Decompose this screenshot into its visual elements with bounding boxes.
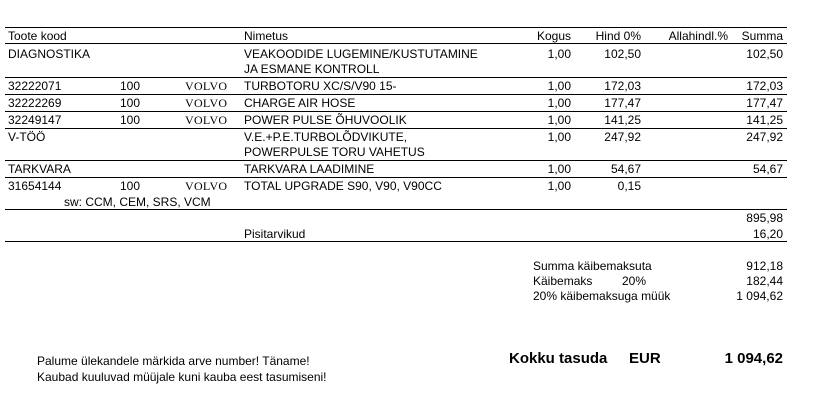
payment-label: Kokku tasuda [509, 350, 608, 367]
row-rule [5, 209, 787, 210]
row-name: V.E.+P.E.TURBOLÕDVIKUTE, [244, 130, 408, 144]
row-code: V-TÖÖ [8, 130, 46, 144]
row-brand: VOLVO [185, 113, 228, 127]
row-code: 32249147 [8, 113, 62, 127]
vat-value: 182,44 [746, 274, 783, 288]
header-name: Nimetus [244, 29, 289, 43]
header-sum: Summa [741, 29, 783, 43]
vat-label: Käibemaks [533, 274, 593, 288]
row-qty: 1,00 [547, 179, 571, 193]
consumables-value: 16,20 [752, 227, 783, 241]
payment-amount: 1 094,62 [724, 350, 783, 367]
consumables-label: Pisitarvikud [244, 227, 306, 241]
row-rule [5, 177, 787, 178]
row-qty: 1,00 [547, 113, 571, 127]
row-price: 54,67 [610, 162, 641, 176]
header-bottom-rule [5, 43, 787, 44]
row-rule [5, 160, 787, 161]
row-brand: VOLVO [185, 179, 228, 193]
net-label: Summa käibemaksuta [533, 259, 652, 273]
row-qty: 1,00 [547, 96, 571, 110]
row-sum: 102,50 [746, 47, 783, 61]
row-price: 0,15 [617, 179, 641, 193]
row-name: TOTAL UPGRADE S90, V90, V90CC [244, 179, 442, 193]
row-qty: 1,00 [547, 162, 571, 176]
row-sum: 247,92 [746, 130, 783, 144]
header-price: Hind 0% [595, 29, 641, 43]
row-price: 102,50 [604, 47, 641, 61]
row-name-cont: POWERPULSE TORU VAHETUS [244, 145, 425, 159]
net-value: 912,18 [746, 259, 783, 273]
sw-note: sw: CCM, CEM, SRS, VCM [64, 195, 211, 209]
row-name: VEAKOODIDE LUGEMINE/KUSTUTAMINE [244, 47, 478, 61]
row-num: 100 [120, 96, 141, 110]
row-code: 32222071 [8, 79, 62, 93]
row-price: 172,03 [604, 79, 641, 93]
row-rule [5, 111, 787, 112]
row-qty: 1,00 [547, 79, 571, 93]
row-code: TARKVARA [8, 162, 71, 176]
row-brand: VOLVO [185, 96, 228, 110]
row-num: 100 [120, 113, 141, 127]
header-code: Toote kood [8, 29, 67, 43]
footer-note-2: Kaubad kuuluvad müüjale kuni kauba eest tasumiseni! [37, 370, 327, 384]
row-name: TURBOTORU XC/S/V90 15- [244, 79, 397, 93]
row-sum: 177,47 [746, 96, 783, 110]
row-num: 100 [120, 79, 141, 93]
row-code: DIAGNOSTIKA [8, 47, 91, 61]
row-price: 141,25 [604, 113, 641, 127]
row-price: 247,92 [604, 130, 641, 144]
row-rule [5, 77, 787, 78]
row-qty: 1,00 [547, 130, 571, 144]
subtotal-value: 895,98 [746, 211, 783, 225]
payment-currency: EUR [629, 350, 661, 367]
header-qty: Kogus [536, 29, 571, 43]
row-rule [5, 94, 787, 95]
row-code: 31654144 [8, 179, 62, 193]
gross-value: 1 094,62 [736, 289, 783, 303]
row-brand: VOLVO [185, 79, 228, 93]
subtotal-rule [5, 241, 787, 242]
vat-rate: 20% [622, 274, 647, 288]
row-sum: 54,67 [752, 162, 783, 176]
row-name: CHARGE AIR HOSE [244, 96, 356, 110]
row-sum: 141,25 [746, 113, 783, 127]
row-name: POWER PULSE ÕHUVOOLIK [244, 113, 407, 127]
row-price: 177,47 [604, 96, 641, 110]
row-name: TARKVARA LAADIMINE [244, 162, 375, 176]
gross-label: 20% käibemaksuga müük [533, 289, 671, 303]
row-rule [5, 128, 787, 129]
row-name-cont: JA ESMANE KONTROLL [244, 62, 380, 76]
header-discount: Allahindl.% [668, 29, 728, 43]
row-sum: 172,03 [746, 79, 783, 93]
row-code: 32222269 [8, 96, 62, 110]
header-top-rule [5, 27, 787, 28]
row-qty: 1,00 [547, 47, 571, 61]
row-num: 100 [120, 179, 141, 193]
footer-note-1: Palume ülekandele märkida arve number! Täname! [37, 354, 310, 368]
